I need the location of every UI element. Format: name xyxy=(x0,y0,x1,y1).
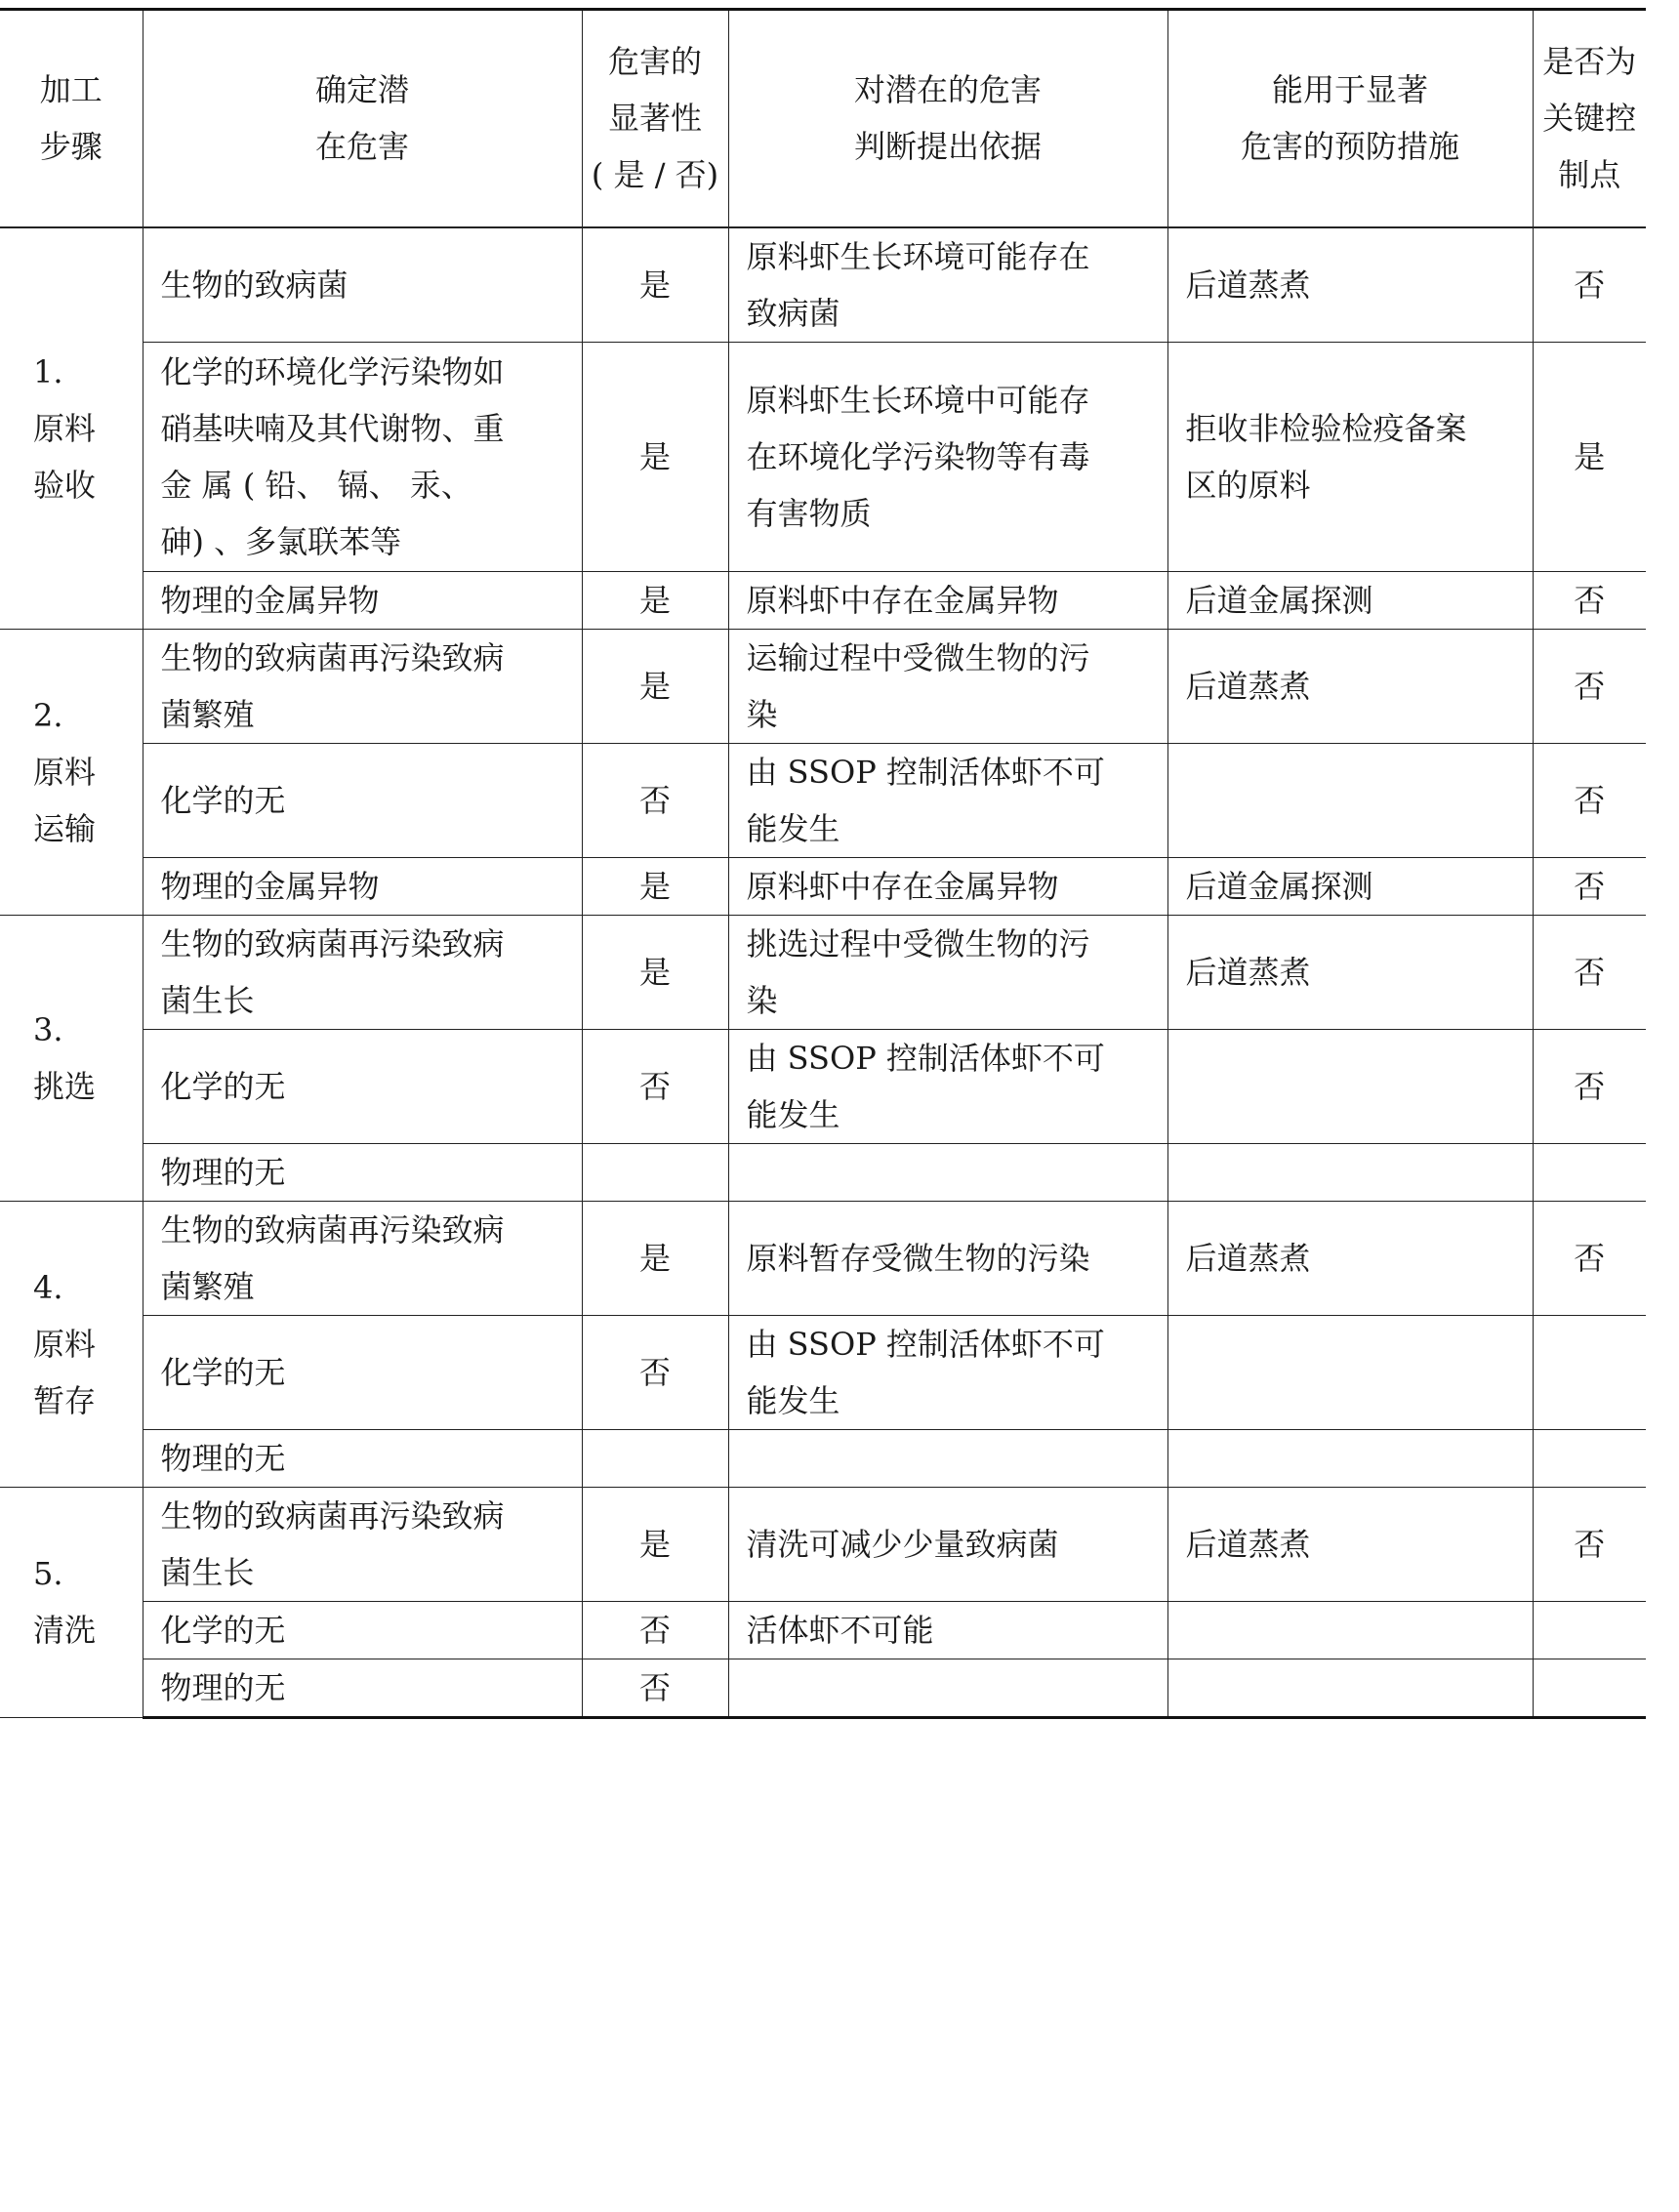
measure-cell xyxy=(1167,1201,1533,1315)
cell-line: 判断提出依据 xyxy=(853,128,1042,166)
cell-line: 原料 xyxy=(33,1325,97,1363)
cell-line: 菌繁殖 xyxy=(160,695,255,733)
cell-line: 加工 xyxy=(39,71,102,109)
table-header-row xyxy=(0,10,1646,227)
significance-cell: 是 xyxy=(582,857,728,915)
significance-cell: 是 xyxy=(582,1487,728,1601)
cell-line: 后道蒸煮 xyxy=(1185,667,1311,705)
cell-line: 菌生长 xyxy=(160,1553,255,1591)
measure-cell xyxy=(1167,342,1533,571)
cell-line: 活体虾不可能 xyxy=(746,1611,934,1649)
basis-cell xyxy=(728,857,1167,915)
table-row xyxy=(0,342,1646,571)
cell-line: 后道金属探测 xyxy=(1185,867,1373,905)
cell-line: 物理的无 xyxy=(160,1668,286,1706)
measure-cell xyxy=(1167,571,1533,629)
table-row xyxy=(0,1659,1646,1717)
cell-line: 生物的致病菌再污染致病 xyxy=(160,924,505,963)
table-row xyxy=(0,743,1646,857)
basis-cell xyxy=(728,1429,1167,1487)
table-row xyxy=(0,1029,1646,1143)
cell-line: 运输过程中受微生物的污 xyxy=(746,638,1090,676)
cell-line: 化学的无 xyxy=(160,1067,286,1105)
cell-line: 关键控 xyxy=(1542,100,1637,138)
cell-line: 原料 xyxy=(33,409,97,447)
ccp-cell: 否 xyxy=(1533,857,1646,915)
cell-line: 后道蒸煮 xyxy=(1185,1239,1311,1277)
basis-cell xyxy=(728,1029,1167,1143)
table-row xyxy=(0,857,1646,915)
measure-cell xyxy=(1167,1143,1533,1201)
basis-cell xyxy=(728,1315,1167,1429)
cell-line: 染 xyxy=(746,981,778,1019)
ccp-cell: 是 xyxy=(1533,342,1646,571)
cell-line: 生物的致病菌 xyxy=(160,266,348,304)
basis-cell xyxy=(728,915,1167,1029)
cell-line: 原料暂存受微生物的污染 xyxy=(746,1239,1090,1277)
cell-line: 菌繁殖 xyxy=(160,1267,255,1305)
cell-line: 化学的无 xyxy=(160,1353,286,1391)
ccp-cell xyxy=(1533,1143,1646,1201)
table-row xyxy=(0,1601,1646,1659)
hazard-cell xyxy=(143,629,582,743)
cell-line: 生物的致病菌再污染致病 xyxy=(160,638,505,676)
measure-cell xyxy=(1167,1429,1533,1487)
cell-line: 染 xyxy=(746,695,778,733)
cell-line: 化学的无 xyxy=(160,781,286,819)
cell-line: 后道蒸煮 xyxy=(1185,953,1311,991)
header-measures xyxy=(1167,10,1533,227)
ccp-cell: 否 xyxy=(1533,227,1646,343)
hazard-cell xyxy=(143,1429,582,1487)
cell-line: 由 SSOP 控制活体虾不可 xyxy=(746,1039,1105,1077)
cell-line: 3. xyxy=(33,1010,63,1048)
cell-line: 制点 xyxy=(1558,156,1621,194)
ccp-cell: 否 xyxy=(1533,1487,1646,1601)
basis-cell xyxy=(728,629,1167,743)
cell-line: 金 属 ( 铅、 镉、 汞、 xyxy=(160,466,472,504)
cell-line: 危害的 xyxy=(607,43,702,81)
header-significance xyxy=(582,10,728,227)
cell-line: 化学的环境化学污染物如 xyxy=(160,352,505,390)
cell-line: 是否为 xyxy=(1542,43,1637,81)
cell-line: 在环境化学污染物等有毒 xyxy=(746,437,1090,475)
table-row xyxy=(0,1487,1646,1601)
significance-cell: 否 xyxy=(582,1315,728,1429)
measure-cell xyxy=(1167,1487,1533,1601)
hazard-cell xyxy=(143,915,582,1029)
basis-cell xyxy=(728,1201,1167,1315)
step-cell xyxy=(0,629,143,915)
cell-line: 后道蒸煮 xyxy=(1185,266,1311,304)
hazard-cell xyxy=(143,1029,582,1143)
cell-line: 在危害 xyxy=(314,128,409,166)
step-cell xyxy=(0,1487,143,1717)
basis-cell xyxy=(728,1601,1167,1659)
basis-cell xyxy=(728,227,1167,343)
measure-cell xyxy=(1167,1601,1533,1659)
table-body xyxy=(0,227,1646,1718)
table-row xyxy=(0,915,1646,1029)
measure-cell xyxy=(1167,915,1533,1029)
table-row xyxy=(0,227,1646,343)
ccp-cell: 否 xyxy=(1533,915,1646,1029)
cell-line: 原料虾生长环境中可能存 xyxy=(746,381,1090,419)
cell-line: 5. xyxy=(33,1555,63,1592)
ccp-cell: 否 xyxy=(1533,571,1646,629)
cell-line: 后道蒸煮 xyxy=(1185,1525,1311,1563)
cell-line: 原料虾中存在金属异物 xyxy=(746,867,1059,905)
hazard-cell xyxy=(143,1601,582,1659)
hazard-cell xyxy=(143,342,582,571)
significance-cell: 是 xyxy=(582,915,728,1029)
significance-cell: 否 xyxy=(582,1601,728,1659)
cell-line: ( 是 / 否) xyxy=(591,156,719,194)
table-row xyxy=(0,571,1646,629)
significance-cell: 否 xyxy=(582,743,728,857)
header-basis xyxy=(728,10,1167,227)
cell-line: 原料虾中存在金属异物 xyxy=(746,581,1059,619)
ccp-cell: 否 xyxy=(1533,1201,1646,1315)
basis-cell xyxy=(728,743,1167,857)
table-row xyxy=(0,1315,1646,1429)
cell-line: 后道金属探测 xyxy=(1185,581,1373,619)
cell-line: 菌生长 xyxy=(160,981,255,1019)
basis-cell xyxy=(728,1143,1167,1201)
ccp-cell xyxy=(1533,1601,1646,1659)
basis-cell xyxy=(728,571,1167,629)
cell-line: 致病菌 xyxy=(746,294,840,332)
hazard-cell xyxy=(143,1143,582,1201)
table-row xyxy=(0,1429,1646,1487)
measure-cell xyxy=(1167,743,1533,857)
hazard-cell xyxy=(143,1487,582,1601)
cell-line: 显著性 xyxy=(607,100,702,138)
basis-cell xyxy=(728,1659,1167,1717)
cell-line: 硝基呋喃及其代谢物、重 xyxy=(160,409,505,447)
cell-line: 有害物质 xyxy=(746,494,872,532)
ccp-cell xyxy=(1533,1659,1646,1717)
cell-line: 运输 xyxy=(33,809,97,847)
cell-line: 1. xyxy=(33,352,63,390)
measure-cell xyxy=(1167,1659,1533,1717)
cell-line: 能用于显著 xyxy=(1271,71,1428,109)
cell-line: 清洗可减少少量致病菌 xyxy=(746,1525,1059,1563)
significance-cell: 是 xyxy=(582,629,728,743)
ccp-cell xyxy=(1533,1315,1646,1429)
basis-cell xyxy=(728,1487,1167,1601)
measure-cell xyxy=(1167,857,1533,915)
step-cell xyxy=(0,915,143,1201)
header-step xyxy=(0,10,143,227)
significance-cell: 是 xyxy=(582,227,728,343)
ccp-cell xyxy=(1533,1429,1646,1487)
header-hazard xyxy=(143,10,582,227)
measure-cell xyxy=(1167,1029,1533,1143)
significance-cell: 否 xyxy=(582,1029,728,1143)
cell-line: 由 SSOP 控制活体虾不可 xyxy=(746,1325,1105,1363)
basis-cell xyxy=(728,342,1167,571)
cell-line: 砷) 、多氯联苯等 xyxy=(160,522,402,560)
cell-line: 危害的预防措施 xyxy=(1240,128,1459,166)
cell-line: 暂存 xyxy=(33,1381,97,1419)
table-row xyxy=(0,629,1646,743)
significance-cell xyxy=(582,1429,728,1487)
cell-line: 2. xyxy=(33,696,63,734)
significance-cell: 否 xyxy=(582,1659,728,1717)
cell-line: 由 SSOP 控制活体虾不可 xyxy=(746,753,1105,791)
measure-cell xyxy=(1167,629,1533,743)
cell-line: 拒收非检验检疫备案 xyxy=(1185,409,1467,447)
cell-line: 清洗 xyxy=(33,1612,97,1649)
significance-cell: 是 xyxy=(582,1201,728,1315)
cell-line: 能发生 xyxy=(746,1095,840,1133)
cell-line: 生物的致病菌再污染致病 xyxy=(160,1496,505,1535)
cell-line: 物理的无 xyxy=(160,1153,286,1191)
hazard-cell xyxy=(143,1659,582,1717)
hazard-cell xyxy=(143,1315,582,1429)
step-cell xyxy=(0,1201,143,1487)
step-cell xyxy=(0,227,143,630)
hazard-cell xyxy=(143,743,582,857)
cell-line: 确定潜 xyxy=(314,71,409,109)
cell-line: 能发生 xyxy=(746,809,840,847)
hazard-cell xyxy=(143,857,582,915)
ccp-cell: 否 xyxy=(1533,629,1646,743)
hazard-cell xyxy=(143,1201,582,1315)
cell-line: 物理的金属异物 xyxy=(160,867,380,905)
cell-line: 原料 xyxy=(33,753,97,791)
significance-cell xyxy=(582,1143,728,1201)
measure-cell xyxy=(1167,227,1533,343)
cell-line: 对潜在的危害 xyxy=(853,71,1042,109)
haccp-hazard-analysis-table xyxy=(0,8,1646,1719)
cell-line: 化学的无 xyxy=(160,1611,286,1649)
ccp-cell: 否 xyxy=(1533,1029,1646,1143)
cell-line: 生物的致病菌再污染致病 xyxy=(160,1210,505,1249)
cell-line: 验收 xyxy=(33,466,97,504)
cell-line: 4. xyxy=(33,1268,63,1306)
cell-line: 原料虾生长环境可能存在 xyxy=(746,237,1090,275)
ccp-cell: 否 xyxy=(1533,743,1646,857)
table-row xyxy=(0,1143,1646,1201)
cell-line: 挑选 xyxy=(33,1067,97,1105)
table-row xyxy=(0,1201,1646,1315)
cell-line: 挑选过程中受微生物的污 xyxy=(746,924,1090,963)
cell-line: 物理的金属异物 xyxy=(160,581,380,619)
cell-line: 区的原料 xyxy=(1185,466,1311,504)
cell-line: 步骤 xyxy=(39,128,102,166)
hazard-cell xyxy=(143,571,582,629)
measure-cell xyxy=(1167,1315,1533,1429)
significance-cell: 是 xyxy=(582,342,728,571)
cell-line: 能发生 xyxy=(746,1381,840,1419)
significance-cell: 是 xyxy=(582,571,728,629)
hazard-cell xyxy=(143,227,582,343)
cell-line: 物理的无 xyxy=(160,1439,286,1477)
header-ccp xyxy=(1533,10,1646,227)
